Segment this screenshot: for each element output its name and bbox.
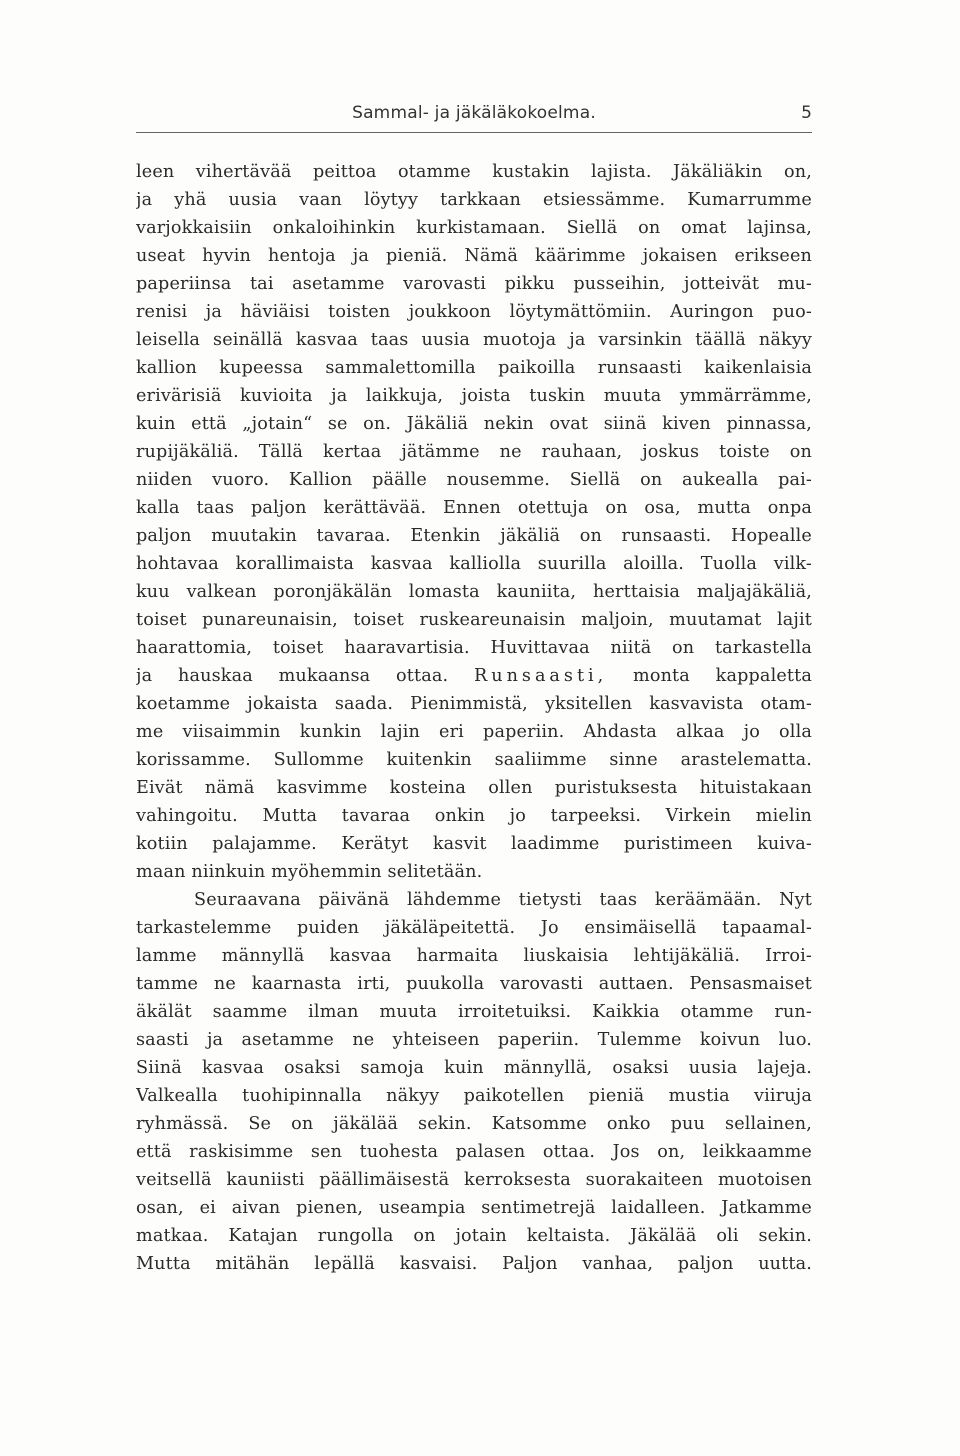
text-line: toiset punareunaisin, toiset ruskeareunaisin maljoin, muutamat lajit	[136, 610, 812, 630]
text-line: äkälät saamme ilman muuta irroitetuiksi. Kaikkia otamme run-	[136, 1002, 812, 1022]
text-line: tamme ne kaarnasta irti, puukolla varovasti auttaen. Pensasmaiset	[136, 974, 812, 994]
text-line: niiden vuoro. Kallion päälle nousemme. Siellä on aukealla pai-	[136, 470, 812, 490]
text-line: kalla taas paljon kerättävää. Ennen otettuja on osa, mutta onpa	[136, 498, 812, 518]
spaced-word: Runsaasti,	[474, 666, 608, 686]
text-segment: ja hauskaa mukaansa ottaa.	[136, 666, 449, 686]
text-line: saasti ja asetamme ne yhteiseen paperiin. Tulemme koivun luo.	[136, 1030, 812, 1050]
paragraph-first-line: Seuraavana päivänä lähdemme tietysti taas keräämään. Nyt	[194, 890, 812, 910]
text-line: kotiin palajamme. Kerätyt kasvit laadimme puristimeen kuiva-	[136, 834, 812, 854]
text-line: korissamme. Sullomme kuitenkin saaliimme sinne arastelematta.	[136, 750, 812, 770]
text-line: ja yhä uusia vaan löytyy tarkkaan etsiessämme. Kumarrumme	[136, 190, 812, 210]
text-line: haarattomia, toiset haaravartisia. Huvittavaa niitä on tarkastella	[136, 638, 812, 658]
body-text	[136, 158, 812, 1278]
text-line: varjokkaisiin onkaloihinkin kurkistamaan. Siellä on omat lajinsa,	[136, 218, 812, 238]
text-line: kallion kupeessa sammalettomilla paikoilla runsaasti kaikenlaisia	[136, 358, 812, 378]
text-line: hohtavaa korallimaista kasvaa kalliolla suurilla aloilla. Tuolla vilk-	[136, 554, 812, 574]
text-line: rupijäkäliä. Tällä kertaa jätämme ne rauhaan, joskus toiste on	[136, 442, 812, 462]
text-line: paljon muutakin tavaraa. Etenkin jäkäliä on runsaasti. Hopealle	[136, 526, 812, 546]
text-line: lamme männyllä kasvaa harmaita liuskaisia lehtijäkäliä. Irroi-	[136, 946, 812, 966]
text-line: tarkastelemme puiden jäkäläpeitettä. Jo ensimäisellä tapaamal-	[136, 918, 812, 938]
text-line: leisella seinällä kasvaa taas uusia muotoja ja varsinkin täällä näkyy	[136, 330, 812, 350]
text-line: kuin että „jotain“ se on. Jäkäliä nekin ovat siinä kiven pinnassa,	[136, 414, 812, 434]
text-line: ryhmässä. Se on jäkälää sekin. Katsomme onko puu sellainen,	[136, 1114, 812, 1134]
text-line: erivärisiä kuvioita ja laikkuja, joista tuskin muuta ymmärrämme,	[136, 386, 812, 406]
header-rule	[136, 132, 812, 133]
text-line-spaced	[136, 662, 812, 690]
text-line: että raskisimme sen tuohesta palasen ottaa. Jos on, leikkaamme	[136, 1142, 812, 1162]
text-line: me viisaimmin kunkin lajin eri paperiin. Ahdasta alkaa jo olla	[136, 722, 812, 742]
page-number: 5	[801, 103, 812, 123]
text-line: koetamme jokaista saada. Pienimmistä, yksitellen kasvavista otam-	[136, 694, 812, 714]
text-line: matkaa. Katajan rungolla on jotain keltaista. Jäkälää oli sekin.	[136, 1226, 812, 1246]
text-line: maan niinkuin myöhemmin selitetään.	[136, 862, 483, 882]
text-line: veitsellä kauniisti päällimäisestä kerroksesta suorakaiteen muotoisen	[136, 1170, 812, 1190]
text-line: renisi ja häviäisi toisten joukkoon löytymättömiin. Auringon puo-	[136, 302, 812, 322]
text-line: Mutta mitähän lepällä kasvaisi. Paljon vanhaa, paljon uutta.	[136, 1254, 812, 1274]
text-line: Eivät nämä kasvimme kosteina ollen puristuksesta hituistakaan	[136, 778, 812, 798]
text-line: vahingoitu. Mutta tavaraa onkin jo tarpeeksi. Virkein mielin	[136, 806, 812, 826]
text-line: leen vihertävää peittoa otamme kustakin lajista. Jäkäliäkin on,	[136, 162, 812, 182]
text-line: Valkealla tuohipinnalla näkyy paikotellen pieniä mustia viiruja	[136, 1086, 812, 1106]
page-header	[136, 103, 812, 127]
text-line: paperiinsa tai asetamme varovasti pikku pusseihin, jotteivät mu-	[136, 274, 812, 294]
text-line: useat hyvin hentoja ja pieniä. Nämä käärimme jokaisen erikseen	[136, 246, 812, 266]
text-segment: monta kappaletta	[633, 666, 812, 686]
text-line: osan, ei aivan pienen, useampia sentimetrejä laidalleen. Jatkamme	[136, 1198, 812, 1218]
running-title: Sammal- ja jäkäläkokoelma.	[352, 103, 596, 123]
text-line: Siinä kasvaa osaksi samoja kuin männyllä, osaksi uusia lajeja.	[136, 1058, 812, 1078]
text-line: kuu valkean poronjäkälän lomasta kauniita, herttaisia maljajäkäliä,	[136, 582, 812, 602]
